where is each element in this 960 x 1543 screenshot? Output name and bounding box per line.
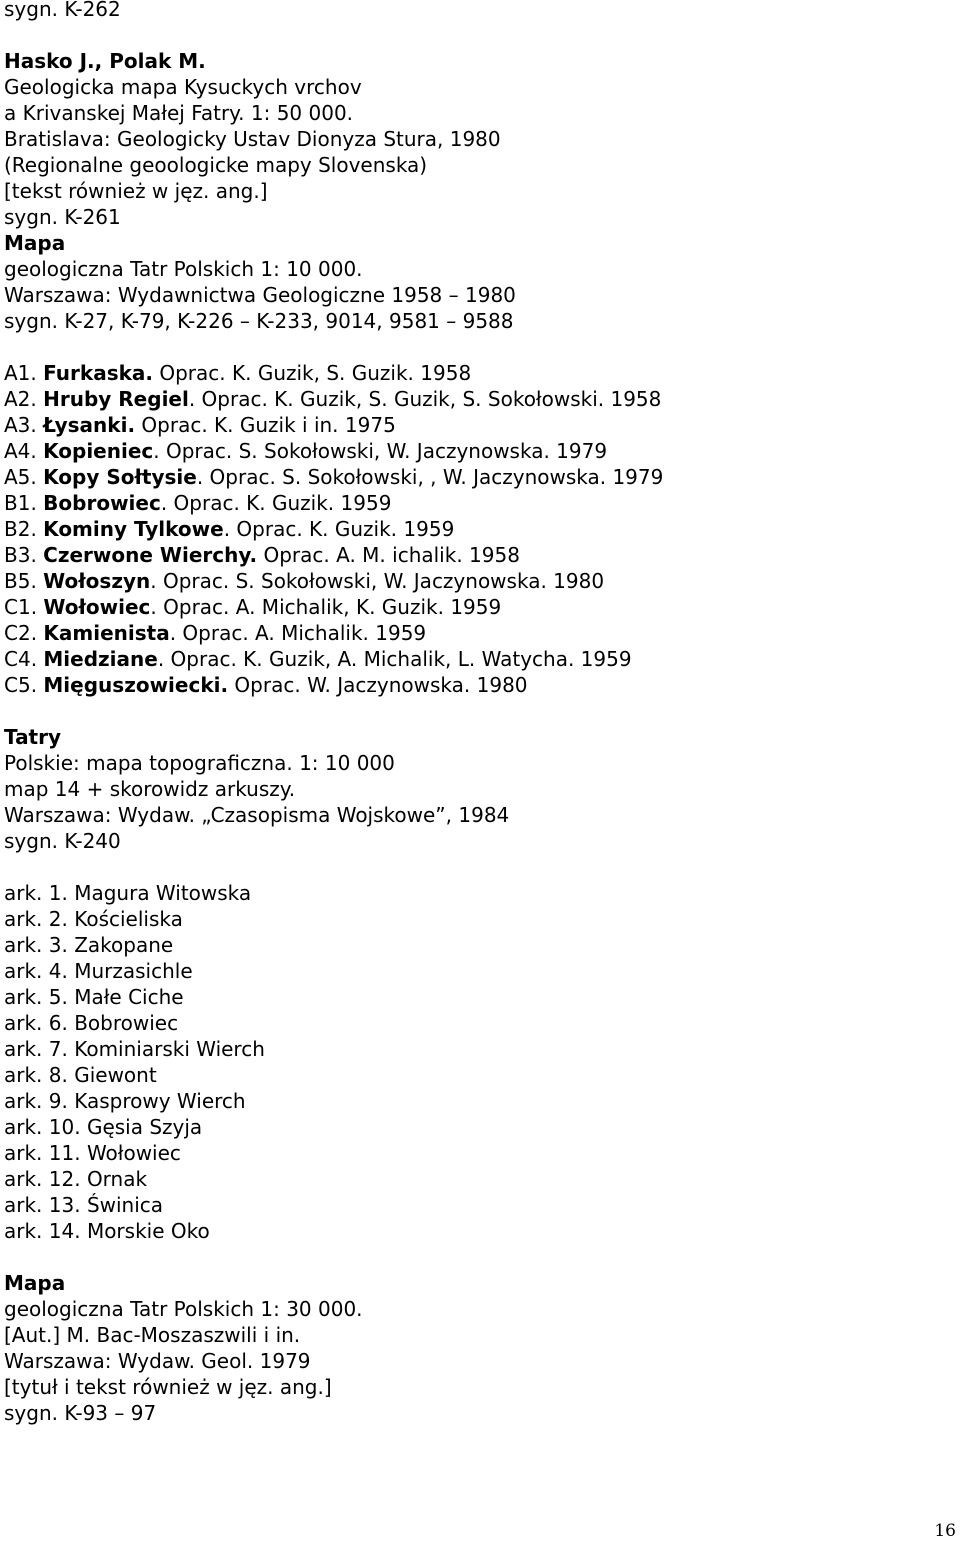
sheet-name: Miedziane: [43, 647, 158, 671]
sheet-details: . Oprac. K. Guzik, S. Guzik, S. Sokołowski. 1958: [188, 387, 662, 411]
catalog-page: [4, 0, 944, 1426]
spacer: [4, 1244, 944, 1270]
entry-line: [tytuł i tekst również w jęz. ang.]: [4, 1375, 332, 1399]
sheet-name: Łysanki.: [43, 413, 136, 437]
sheet-item: ark. 8. Giewont: [4, 1063, 157, 1087]
sheet-details: Oprac. K. Guzik i in. 1975: [135, 413, 396, 437]
entry-line: Bratislava: Geologicky Ustav Dionyza Stura, 1980: [4, 127, 501, 151]
sheet-details: Oprac. A. M. ichalik. 1958: [257, 543, 520, 567]
sheet-details: . Oprac. S. Sokołowski, , W. Jaczynowska. 1979: [196, 465, 664, 489]
entry-line: geologiczna Tatr Polskich 1: 30 000.: [4, 1297, 363, 1321]
sheet-details: . Oprac. S. Sokołowski, W. Jaczynowska. 1980: [150, 569, 605, 593]
sheet-code: C4.: [4, 647, 44, 671]
entry-sygn: sygn. K-27, K-79, K-226 – K-233, 9014, 9581 – 9588: [4, 309, 514, 333]
entry-heading: Mapa: [4, 231, 66, 255]
sheet-code: A1.: [4, 361, 44, 385]
entry-line: [tekst również w jęz. ang.]: [4, 179, 268, 203]
entry-sygn: sygn. K-261: [4, 205, 121, 229]
sheet-item: ark. 13. Świnica: [4, 1193, 164, 1217]
sheet-item: [4, 516, 944, 542]
sheet-name: Czerwone Wierchy.: [43, 543, 258, 567]
sheet-item: ark. 3. Zakopane: [4, 933, 174, 957]
sheet-name: Bobrowiec: [43, 491, 161, 515]
sheet-item: ark. 12. Ornak: [4, 1167, 148, 1191]
sheet-item: [4, 620, 944, 646]
sheet-item: [4, 568, 944, 594]
sheet-item: [4, 464, 944, 490]
sheet-details: . Oprac. S. Sokołowski, W. Jaczynowska. 1979: [153, 439, 608, 463]
sheet-item: ark. 1. Magura Witowska: [4, 881, 252, 905]
sheet-details: . Oprac. K. Guzik. 1959: [223, 517, 455, 541]
sheet-code: B2.: [4, 517, 44, 541]
entry-heading: Mapa: [4, 1271, 66, 1295]
spacer: [4, 22, 944, 48]
sheet-item: [4, 438, 944, 464]
sheet-item: ark. 14. Morskie Oko: [4, 1219, 210, 1243]
sheet-item: [4, 594, 944, 620]
sheet-item: ark. 10. Gęsia Szyja: [4, 1115, 203, 1139]
sheet-name: Wołoszyn: [43, 569, 151, 593]
entry-line: Warszawa: Wydawnictwa Geologiczne 1958 – 1980: [4, 283, 516, 307]
entry-line: a Krivanskej Małej Fatry. 1: 50 000.: [4, 101, 354, 125]
entry-line: [Aut.] M. Bac-Moszaszwili i in.: [4, 1323, 301, 1347]
sheet-item: ark. 7. Kominiarski Wierch: [4, 1037, 265, 1061]
sheet-code: A3.: [4, 413, 44, 437]
sheet-code: B1.: [4, 491, 44, 515]
sheet-name: Wołowiec: [43, 595, 151, 619]
entry-line: geologiczna Tatr Polskich 1: 10 000.: [4, 257, 363, 281]
entry-sygn: sygn. K-240: [4, 829, 121, 853]
entry-line: Warszawa: Wydaw. „Czasopisma Wojskowe”, 1984: [4, 803, 510, 827]
sheet-name: Hruby Regiel: [43, 387, 189, 411]
sheet-code: A4.: [4, 439, 44, 463]
spacer: [4, 334, 944, 360]
sheet-item: [4, 490, 944, 516]
sheet-details: Oprac. W. Jaczynowska. 1980: [228, 673, 528, 697]
sheet-name: Kamienista: [43, 621, 170, 645]
entry-line: Geologicka mapa Kysuckych vrchov: [4, 75, 362, 99]
sheet-item: [4, 412, 944, 438]
sheet-name: Kominy Tylkowe: [43, 517, 224, 541]
sheet-name: Mięguszowiecki.: [43, 673, 229, 697]
entry-line: map 14 + skorowidz arkuszy.: [4, 777, 296, 801]
sheet-details: . Oprac. A. Michalik. 1959: [169, 621, 427, 645]
sheet-item: [4, 542, 944, 568]
sheet-item: [4, 672, 944, 698]
entry-line: (Regionalne geoologicke mapy Slovenska): [4, 153, 428, 177]
spacer: [4, 854, 944, 880]
sheet-item: [4, 646, 944, 672]
entry-author: Hasko J., Polak M.: [4, 49, 206, 73]
sheet-details: . Oprac. K. Guzik, A. Michalik, L. Watycha. 1959: [157, 647, 632, 671]
sheet-code: A5.: [4, 465, 44, 489]
sheet-item: ark. 11. Wołowiec: [4, 1141, 181, 1165]
sheet-name: Kopieniec: [43, 439, 154, 463]
sheet-code: C2.: [4, 621, 44, 645]
entry-line: Warszawa: Wydaw. Geol. 1979: [4, 1349, 311, 1373]
sheet-details: . Oprac. K. Guzik. 1959: [160, 491, 392, 515]
sheet-item: ark. 5. Małe Ciche: [4, 985, 184, 1009]
sheet-code: C5.: [4, 673, 44, 697]
sheet-item: ark. 2. Kościeliska: [4, 907, 183, 931]
sheet-item: ark. 4. Murzasichle: [4, 959, 193, 983]
sheet-code: B3.: [4, 543, 44, 567]
spacer: [4, 698, 944, 724]
sheet-item: ark. 9. Kasprowy Wierch: [4, 1089, 246, 1113]
entry-line: Polskie: mapa topograficzna. 1: 10 000: [4, 751, 395, 775]
sheet-code: A2.: [4, 387, 44, 411]
entry-sygn: sygn. K-93 – 97: [4, 1401, 157, 1425]
sheet-item: [4, 360, 944, 386]
sheet-details: . Oprac. A. Michalik, K. Guzik. 1959: [150, 595, 502, 619]
page-number: 16: [934, 1521, 956, 1541]
sheet-item: ark. 6. Bobrowiec: [4, 1011, 179, 1035]
sheet-details: Oprac. K. Guzik, S. Guzik. 1958: [153, 361, 472, 385]
sheet-name: Kopy Sołtysie: [43, 465, 197, 489]
sheet-item: [4, 386, 944, 412]
entry-heading: Tatry: [4, 725, 62, 749]
entry-sygn: sygn. K-262: [4, 0, 121, 21]
sheet-code: C1.: [4, 595, 44, 619]
sheet-code: B5.: [4, 569, 44, 593]
sheet-name: Furkaska.: [43, 361, 153, 385]
